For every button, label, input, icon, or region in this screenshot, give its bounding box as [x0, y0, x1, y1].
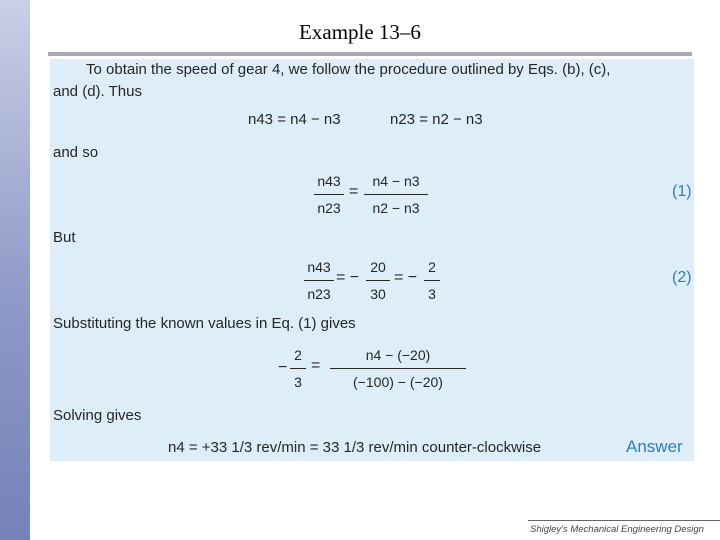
slide-title: Example 13–6 [299, 20, 421, 44]
textbook-excerpt-panel [50, 59, 694, 461]
equals-sign: = [311, 357, 321, 374]
but-text: But [53, 229, 76, 246]
eq1-left-fraction [314, 172, 344, 217]
and-so-text: and so [53, 144, 99, 161]
intro-line-1: To obtain the speed of gear 4, we follow the procedure outlined by Eqs. (b), (c), [86, 61, 611, 78]
eq3-right-denominator: (−100) − (−20) [353, 374, 443, 390]
fraction-bar [424, 280, 440, 281]
title-divider [48, 52, 692, 56]
eq1-right-denominator: n2 − n3 [372, 200, 420, 216]
eq3-right-fraction [330, 346, 466, 391]
eq3-left-fraction [290, 346, 306, 391]
eq2-right-fraction [424, 258, 440, 303]
minus-sign: − [278, 359, 288, 376]
eq1-left-denominator: n23 [317, 200, 341, 216]
substituting-text: Substituting the known values in Eq. (1) gives [53, 315, 356, 332]
eq2-right-numerator: 2 [428, 259, 436, 275]
fraction-bar [304, 280, 334, 281]
equation-1-label: (1) [672, 183, 692, 200]
equals-sign: = [349, 183, 359, 200]
solving-text: Solving gives [53, 407, 142, 424]
fraction-bar [290, 368, 306, 369]
fraction-bar [366, 280, 390, 281]
intro-line-2: and (d). Thus [53, 83, 142, 100]
fraction-bar [364, 194, 428, 195]
eq2-left-fraction [304, 258, 334, 303]
fraction-bar [314, 194, 344, 195]
solution-equation: n4 = +33 1/3 rev/min = 33 1/3 rev/min counter-clockwise [168, 439, 542, 456]
eq3-left-denominator: 3 [294, 374, 302, 390]
footer-credit: Shigley's Mechanical Engineering Design [530, 524, 704, 535]
eq3-right-numerator: n4 − (−20) [365, 347, 431, 363]
eq2-left-numerator: n43 [307, 259, 331, 275]
eq1-right-numerator: n4 − n3 [372, 173, 420, 189]
eq2-right-denominator: 3 [428, 286, 436, 302]
fraction-bar [330, 368, 466, 369]
eq1-left-numerator: n43 [317, 173, 341, 189]
equation-n23: n23 = n2 − n3 [390, 111, 483, 128]
footer-divider [528, 520, 720, 521]
left-decorative-bar [0, 0, 30, 540]
equation-n43: n43 = n4 − n3 [248, 111, 341, 128]
eq1-right-fraction [364, 172, 428, 217]
eq3-left-numerator: 2 [294, 347, 302, 363]
equals-minus-sign: = − [394, 269, 418, 286]
equation-2-label: (2) [672, 269, 692, 286]
equals-minus-sign: = − [336, 269, 360, 286]
eq2-middle-numerator: 20 [370, 259, 386, 275]
eq2-middle-denominator: 30 [370, 286, 386, 302]
answer-label: Answer [626, 437, 683, 456]
eq2-middle-fraction [366, 258, 390, 303]
eq2-left-denominator: n23 [307, 286, 331, 302]
